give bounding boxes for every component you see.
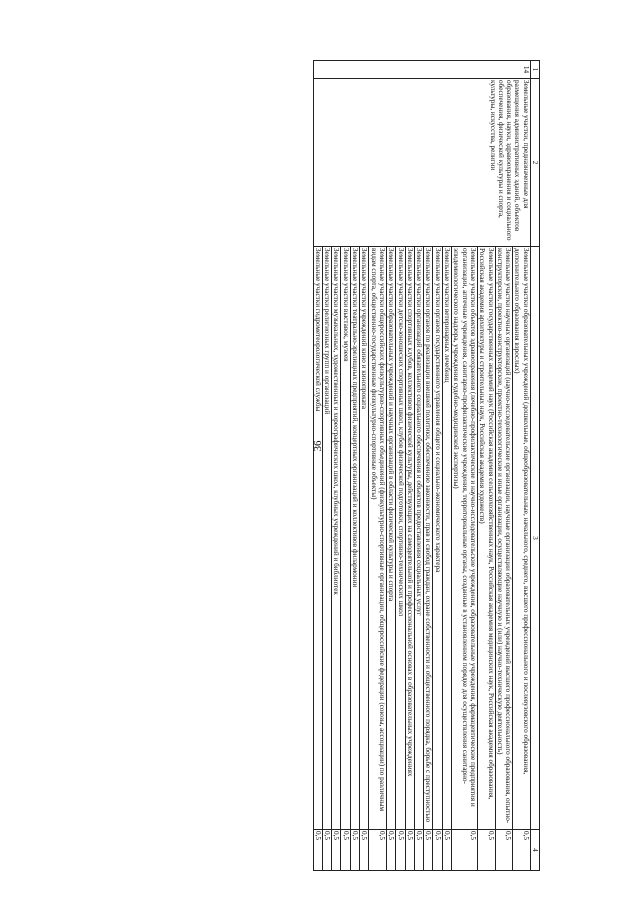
column-header: 4 — [530, 830, 539, 871]
column-header: 3 — [530, 247, 539, 830]
description-cell: Земельные участки детско-юношеских спортивных школ, клубов физической подготовки, спортивно-технических школ — [396, 247, 405, 830]
description-cell: Земельные участки выставок, музеев — [341, 247, 350, 830]
rate-cell: 0,5 — [405, 830, 414, 871]
rate-cell: 0,5 — [477, 830, 495, 871]
description-cell: Земельные участки театрально-зрелищных предприятий, концертных организаций и коллективов филармонии — [350, 247, 359, 830]
table-header-row — [530, 61, 539, 871]
row-number: 14 — [313, 61, 530, 79]
rate-cell: 0,5 — [495, 830, 513, 871]
rate-cell: 0,5 — [369, 830, 387, 871]
description-cell: Земельные участки ветеринарных лечебниц — [442, 247, 451, 830]
rate-cell: 0,5 — [322, 830, 331, 871]
tariff-table — [313, 60, 540, 870]
description-cell: Земельные участки спортивных клубов, коллективов физической культуры, действующих на самодеятельной и профессиональной основах в образовательных учреждениях — [405, 247, 414, 830]
description-cell: Земельные участки органов по реализации внешней политики, обеспечению законности, прав и свобод граждан, охране собственности и общественного порядка, борьбе с преступностью — [424, 247, 433, 830]
description-cell: Земельные участки образовательных учреждений (дошкольные, общеобразовательные, начального, среднего, высшего профессионального и послевузовского образования, дополнительного образования взрослых) — [513, 247, 531, 830]
rate-cell: 0,5 — [350, 830, 359, 871]
rate-cell: 0,5 — [386, 830, 395, 871]
page-number: 36 — [312, 440, 324, 452]
rate-cell: 0,5 — [424, 830, 433, 871]
column-header: 1 — [530, 61, 539, 79]
rate-cell: 0,5 — [341, 830, 350, 871]
column-header: 2 — [530, 79, 539, 247]
description-cell: Земельные участки общероссийских физкультурно-спортивных объединений (физкультурно-спортивные организации, общероссийские федерации (союзы, ассоциации) по различным видам спорта, общественно-государственные физкультурно-спортивные объекты) — [369, 247, 387, 830]
rate-cell: 0,5 — [414, 830, 423, 871]
description-cell: Земельные участки органов государственного управления общего и социально-экономического характера — [433, 247, 442, 830]
description-cell: Земельные участки гидрометеорологической службы — [313, 247, 322, 830]
rate-cell: 0,5 — [313, 830, 322, 871]
rate-cell: 0,5 — [360, 830, 369, 871]
category-cell: Земельные участки, предназначенные для размещения административных зданий, объектов образования, науки, здравоохранения и социального обеспечения, физической культуры и спорта, культуры, искусства, религии — [313, 79, 530, 247]
rate-cell: 0,5 — [396, 830, 405, 871]
table-row — [513, 61, 531, 871]
rate-cell: 0,5 — [513, 830, 531, 871]
rate-cell: 0,5 — [452, 830, 478, 871]
description-cell: Земельные участки научных организаций (научно-исследовательские организации, научные организации образовательных учреждений высшего профессионального образования, опытно-конструкторские, проектно-конструкторские, проектно-технологические и иные организации, осуществляющие научную и (или) научно-техническую деятельность) — [495, 247, 513, 830]
rate-cell: 0,5 — [442, 830, 451, 871]
description-cell: Земельные участки государственных академий наук (Российская академия сельскохозяйственных наук, Российская академия медицинских наук, Российская академия образования, Российская академия архитектуры и строительных наук, Российская академия художеств) — [477, 247, 495, 830]
description-cell: Земельные участки учреждений кино и кинопроката — [360, 247, 369, 830]
rate-cell: 0,5 — [332, 830, 341, 871]
description-cell: Земельные участки музыкальных, художественных и хореографических школ, клубных учреждений и библиотек — [332, 247, 341, 830]
table-body — [313, 61, 530, 871]
description-cell: Земельные участки объектов здравоохранения (лечебно-профилактические и научно-исследовательские учреждения, образовательные учреждения, фармацевтические предприятия и организации, аптечные учреждения, санитарно-профилактические учреждения, территориальные органы, созданные в установленном порядке для осуществления санитарно-эпидемиологического надзора, учреждения судебно-медицинской экспертизы) — [452, 247, 478, 830]
description-cell: Земельные участки религиозных групп и организаций — [322, 247, 331, 830]
rate-cell: 0,5 — [433, 830, 442, 871]
description-cell: Земельные участки образовательных учреждений и научных организаций в области физической культуры и спорта — [386, 247, 395, 830]
description-cell: Земельные участки организаций обязательного социального обеспечения и объектов предоставления социальных услуг — [414, 247, 423, 830]
